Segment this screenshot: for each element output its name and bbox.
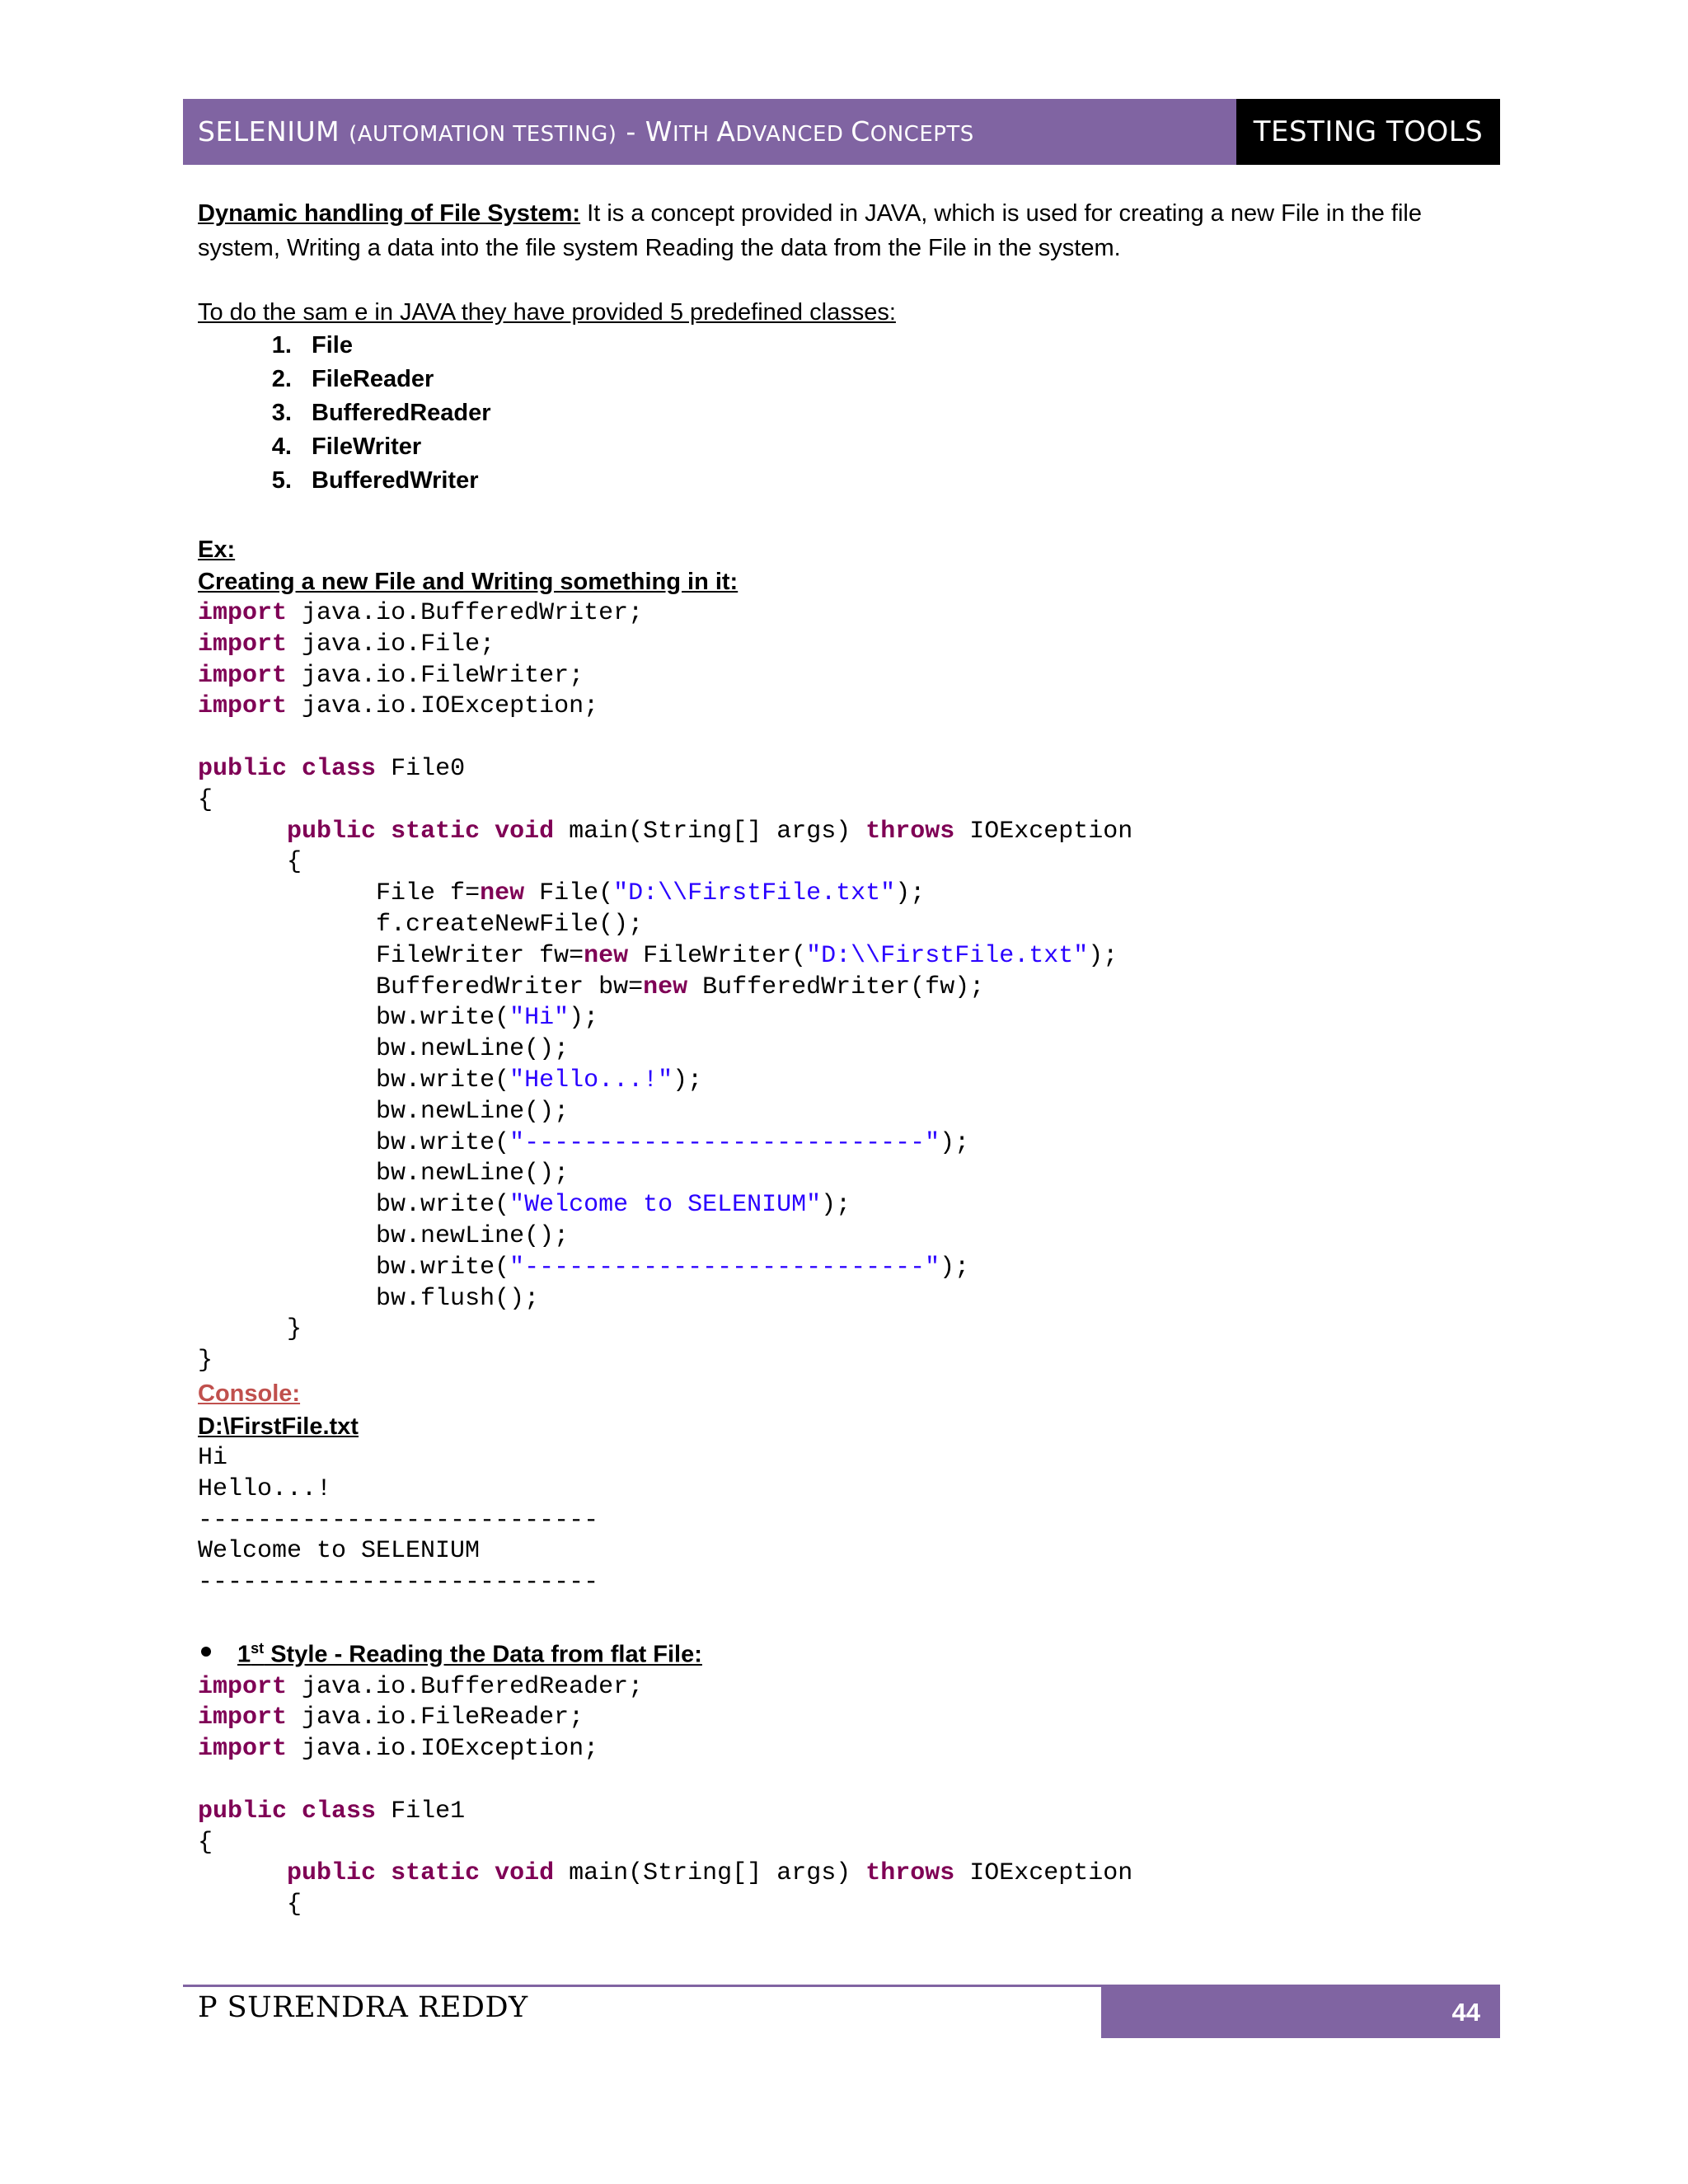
page-content (198, 196, 1500, 1921)
code-line: import java.io.File; (198, 630, 495, 658)
console-line: --------------------------- (198, 1506, 599, 1535)
code-line: BufferedWriter bw=new BufferedWriter(fw); (376, 972, 985, 1001)
classes-heading (198, 297, 1500, 329)
header-title-part: C (851, 115, 870, 148)
bullet-icon (201, 1647, 211, 1657)
code-line: import java.io.FileWriter; (198, 661, 584, 690)
code-line: bw.write("---------------------------"); (376, 1128, 970, 1157)
code-line: f.createNewFile(); (376, 910, 644, 939)
header-title-part: ONCEPTS (870, 122, 974, 147)
code-line: bw.write("Welcome to SELENIUM"); (376, 1191, 851, 1220)
intro-heading: Dynamic handling of File System: (198, 200, 581, 227)
code-line: public static void main(String[] args) throws IOException (287, 817, 1133, 846)
list-item: 3. BufferedReader (298, 396, 1500, 430)
console-label: Console: (198, 1380, 301, 1407)
example-label (198, 534, 1500, 566)
code-line: } (287, 1315, 302, 1344)
code-line: bw.write("Hi"); (376, 1004, 599, 1033)
code-line: public class File1 (198, 1797, 466, 1825)
code-line: import java.io.BufferedWriter; (198, 599, 644, 627)
code-line: import java.io.IOException; (198, 1735, 599, 1764)
code-line: { (198, 785, 213, 814)
code-line: bw.newLine(); (376, 1221, 570, 1250)
code-line: bw.write("Hello...!"); (376, 1066, 703, 1094)
code-line: public static void main(String[] args) throws IOException (287, 1859, 1133, 1888)
page-number: 44 (1101, 1987, 1500, 2038)
header-title-part: DVANCED (735, 122, 851, 147)
classes-list (198, 329, 1500, 498)
header-title-part: A (716, 115, 736, 148)
footer-author: P SURENDRA REDDY (198, 1991, 528, 2024)
console-file-name (198, 1411, 1500, 1443)
example-heading (198, 566, 1500, 598)
code-line (198, 1765, 1500, 1797)
code-line: import java.io.BufferedReader; (198, 1672, 644, 1701)
console-line: Welcome to SELENIUM (198, 1537, 481, 1566)
example-label-text: Ex: (198, 537, 236, 563)
console-line: --------------------------- (198, 1568, 599, 1597)
code-line: import java.io.IOException; (198, 692, 599, 721)
intro-text: It is a concept provided in JAVA, which is used for creating a new File in the file system, Writing a data into the file system Reading the data from the File in the system. (198, 200, 1422, 261)
console-line: Hi (198, 1443, 228, 1472)
header-title-bar (183, 99, 1236, 165)
example-heading-text: Creating a new File and Writing something in it: (198, 569, 738, 595)
list-item: 4. FileWriter (298, 430, 1500, 464)
code-block-writer (198, 598, 1500, 1377)
intro-paragraph (198, 196, 1500, 265)
header-title-part: - W (617, 115, 673, 148)
code-line: import java.io.FileReader; (198, 1704, 584, 1732)
console-line: Hello...! (198, 1474, 332, 1503)
style1-heading (198, 1632, 1500, 1672)
list-item: 5. BufferedWriter (298, 464, 1500, 498)
code-line: bw.write("---------------------------"); (376, 1253, 970, 1282)
code-line: bw.newLine(); (376, 1097, 570, 1126)
code-line: public class File0 (198, 754, 466, 783)
console-output (198, 1443, 1500, 1599)
code-block-reader (198, 1672, 1500, 1921)
code-line: bw.flush(); (376, 1284, 540, 1313)
code-line (198, 723, 1500, 754)
code-line: bw.newLine(); (376, 1160, 570, 1188)
header-title-part: SELENIUM (198, 115, 349, 148)
style1-heading-text: 1st Style - Reading the Data from flat File: (237, 1639, 702, 1668)
list-item: 2. FileReader (298, 363, 1500, 396)
code-line: File f=new File("D:\\FirstFile.txt"); (376, 879, 926, 908)
code-line: { (287, 1891, 302, 1919)
header-title-part: ITH (672, 122, 717, 147)
classes-heading-text: To do the sam e in JAVA they have provided 5 predefined classes: (198, 299, 896, 326)
code-line: { (198, 1828, 213, 1857)
code-line: { (287, 848, 302, 877)
header-section-tag: TESTING TOOLS (1236, 99, 1500, 165)
header-title-part: (AUTOMATION TESTING) (349, 122, 617, 147)
code-line: bw.newLine(); (376, 1035, 570, 1064)
code-line: FileWriter fw=new FileWriter("D:\\FirstFile.txt"); (376, 941, 1118, 970)
console-file-text: D:\FirstFile.txt (198, 1413, 359, 1440)
code-line: } (198, 1347, 213, 1376)
list-item: 1. File (298, 329, 1500, 363)
